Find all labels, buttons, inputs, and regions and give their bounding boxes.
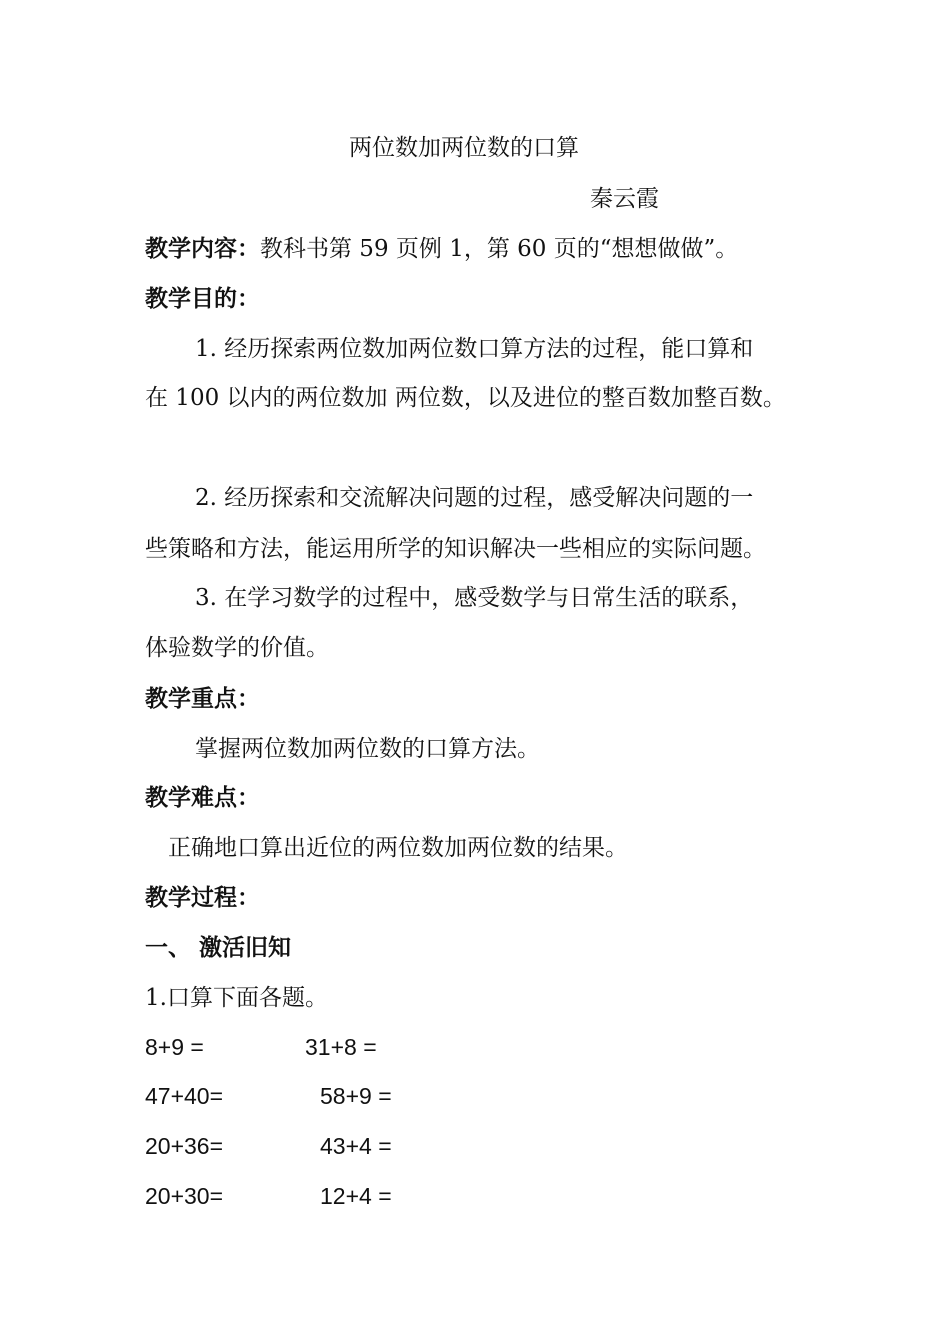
exercise-left: 47+40= xyxy=(145,1083,224,1109)
exercise-row xyxy=(145,1181,392,1211)
exercise-left: 20+36= xyxy=(145,1133,224,1159)
exercise-right: 31+8 = xyxy=(305,1034,377,1060)
exercise-left: 8+9 = xyxy=(145,1034,204,1060)
exercise-row xyxy=(145,1081,392,1111)
objective-1-line-1: 1. 经历探索两位数加两位数口算方法的过程，能口算和 xyxy=(195,336,754,362)
objective-3-line-2: 体验数学的价值。 xyxy=(145,635,329,661)
objective-2-line-2: 些策略和方法，能运用所学的知识解决一些相应的实际问题。 xyxy=(145,536,766,562)
key-point-text: 掌握两位数加两位数的口算方法。 xyxy=(195,736,540,762)
section-1-heading: 一、 激活旧知 xyxy=(145,934,292,961)
document-title: 两位数加两位数的口算 xyxy=(349,135,579,161)
objective-2-line-1: 2. 经历探索和交流解决问题的过程，感受解决问题的一 xyxy=(195,485,754,511)
exercise-title: 1.口算下面各题。 xyxy=(145,985,328,1011)
objective-1-line-2: 在 100 以内的两位数加 两位数，以及进位的整百数加整百数。 xyxy=(145,385,786,411)
exercise-right: 58+9 = xyxy=(320,1083,392,1109)
content-text: 教科书第 59 页例 1，第 60 页的“想想做做”。 xyxy=(260,236,739,262)
content-row xyxy=(145,234,738,264)
key-point-label: 教学重点： xyxy=(145,685,260,712)
exercise-left: 20+30= xyxy=(145,1183,224,1209)
exercise-right: 12+4 = xyxy=(320,1183,392,1209)
objective-3-line-1: 3. 在学习数学的过程中，感受数学与日常生活的联系， xyxy=(195,585,754,611)
author-name: 秦云霞 xyxy=(590,186,659,212)
exercise-right: 43+4 = xyxy=(320,1133,392,1159)
content-label: 教学内容： xyxy=(145,235,260,262)
objectives-label: 教学目的： xyxy=(145,285,260,312)
process-label: 教学过程： xyxy=(145,884,260,911)
difficulty-label: 教学难点： xyxy=(145,784,260,811)
difficulty-text: 正确地口算出近位的两位数加两位数的结果。 xyxy=(168,835,628,861)
exercise-row xyxy=(145,1131,392,1161)
exercise-row xyxy=(145,1032,377,1062)
